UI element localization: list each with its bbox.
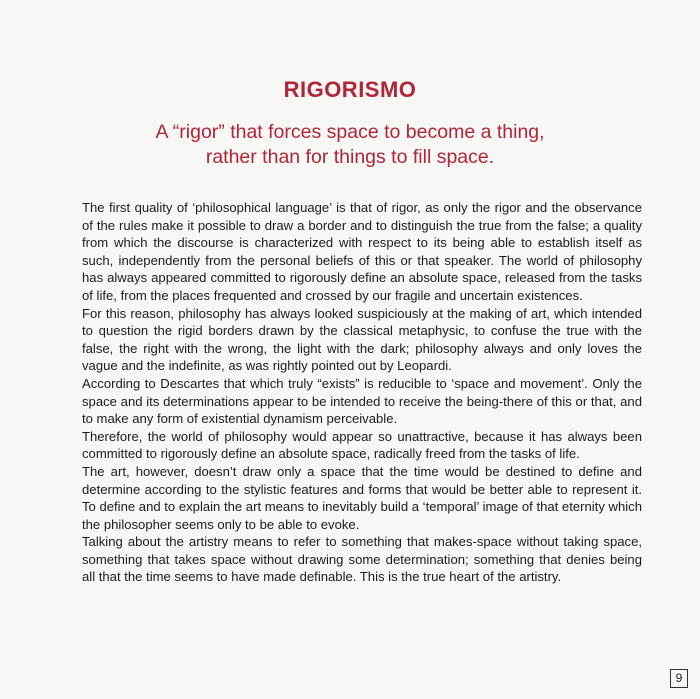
paragraph: Talking about the artistry means to refer to something that makes-space without taking space, something that takes space without drawing some determination; something that denies being all that the time seems to have made definable. This is the true heart of the artistry. xyxy=(82,534,642,585)
page-subtitle xyxy=(0,120,700,170)
paragraph: For this reason, philosophy has always looked suspiciously at the making of art, which intended to question the rigid borders drawn by the classical metaphysic, to confuse the true with the false, the right with the wrong, the light with the dark; philosophy always and only loves the vague and the indefinite, as was rightly pointed out by Leopardi. xyxy=(82,305,642,374)
paragraph: According to Descartes that which truly “exists” is reducible to ‘space and movement’. Only the space and its determinations appear to be intended to receive the being-there of this or that, and to make any form of existential dynamism perceivable. xyxy=(82,375,642,427)
body-text xyxy=(82,199,642,586)
paragraph: The first quality of ‘philosophical language’ is that of rigor, as only the rigor and the observance of the rules make it possible to draw a border and to distinguish the true from the false; a quality from which the discourse is characterized with respect to its being able to establish itself as such, independently from the personal beliefs of this or that speaker. The world of philosophy has always appeared committed to rigorously define an absolute space, released from the tasks of life, from the places frequented and crossed by our fragile and uncertain existences. xyxy=(82,200,642,303)
page-number: 9 xyxy=(670,669,688,688)
subtitle-line-2: rather than for things to fill space. xyxy=(205,146,495,168)
page-title: RIGORISMO xyxy=(283,77,417,102)
subtitle-line-1: A “rigor” that forces space to become a thing, xyxy=(155,121,545,143)
paragraph: The art, however, doesn’t draw only a space that the time would be destined to define and determine according to the stylistic features and forms that would be better able to represent it. To define and to explain the art means to inevitably build a ‘temporal’ image of that eternity which the philosopher seems only to be able to evoke. xyxy=(82,463,642,532)
paragraph: Therefore, the world of philosophy would appear so unattractive, because it has always been committed to rigorously define an absolute space, radically freed from the tasks of life. xyxy=(82,428,642,462)
